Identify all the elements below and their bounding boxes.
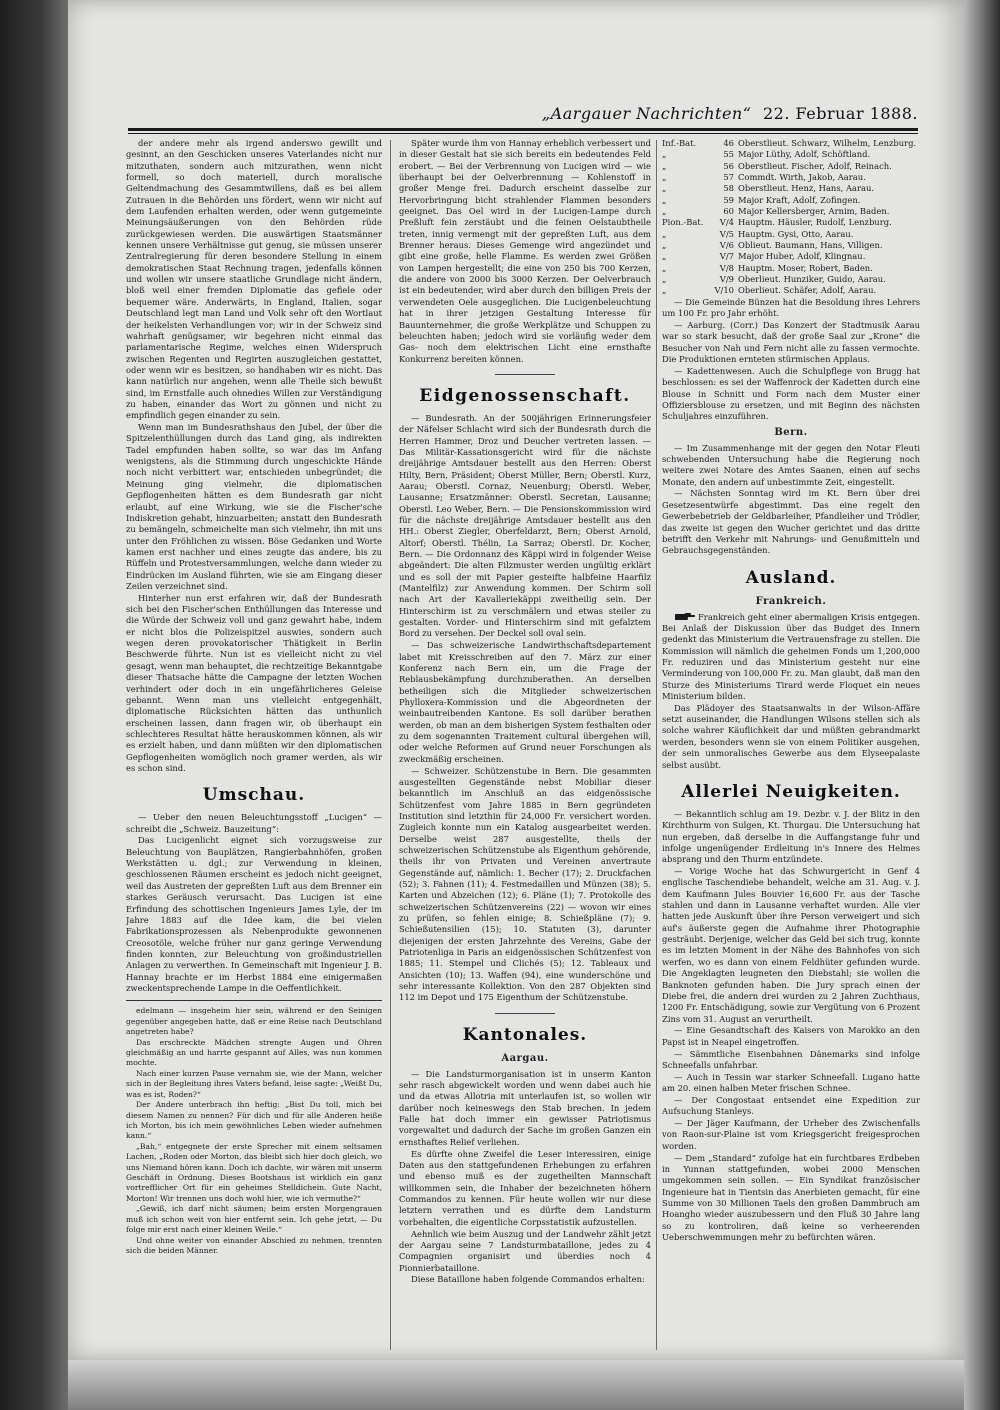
command-number: V/5 xyxy=(719,228,734,239)
command-row xyxy=(662,251,920,262)
issue-date: 22. Februar 1888. xyxy=(763,104,918,123)
scan-border-bottom xyxy=(68,1360,964,1410)
paragraph: — Sämmtliche Eisenbahnen Dänemarks sind infolge Schneefalls unfahrbar. xyxy=(662,1048,920,1070)
command-unit: Inf.-Bat. xyxy=(662,138,697,148)
paragraph-text: Frankreich geht einer abermaligen Krisis entgegen. Bei Anlaß der Diskussion über das Budget des Innern gedenkt das Ministerium die Vertrauensfrage zu stellen. Die Kommission will nämlich die geheimen Fonds um 1,200,000 Fr. reduziren und das Ministerium gesteht nur eine Verminderung von 100,000 Fr. zu. Man glaubt, daß man den Sturze des Ministeriums Tirard werde Floquet ein neues Ministerium bilden. xyxy=(662,611,920,701)
paragraph: — Der Jäger Kaufmann, der Urheber des Zwischenfalls von Raon-sur-Plaine ist vom Kriegsgericht freigesprochen worden. xyxy=(662,1118,920,1151)
command-unit: „ xyxy=(662,206,667,217)
paragraph: Nach einer kurzen Pause vernahm sie, wie der Mann, welcher sich in der Begleitung ihres Vaters befand, leise sagte: „Weißt Du, was es ist, Roden?“ xyxy=(126,1069,382,1099)
paragraph: Hinterher nun erst erfahren wir, daß der Bundesrath sich bei den Fischer'schen Enthüllungen das Interesse und die Würde der Schweiz voll und ganz gewahrt habe, indem er nicht blos die Polizeispitzel auswies, sondern auch wegen deren provokatorischer Thätigkeit in Berlin Beschwerde führte. Nun ist es vielleicht nicht zu viel gesagt, wenn man behauptet, die rechtzeitige Bekanntgabe dieser Thatsache hätte die Campagne der letzten Wochen verhindert oder doch in ein ungefährlicheres Geleise gebannt. Wenn man uns vielleicht entgegenhält, diplomatische Rücksichten hätten das unthunlich erscheinen lassen, dann fragen wir, ob überhaupt ein schlechteres Resultat hätte herauskommen können, als wir es erzielt haben, und dann müßten wir den diplomatischen Gepflogenheiten womöglich noch gramer werden, als wir es schon sind. xyxy=(126,592,382,773)
command-unit: „ xyxy=(662,183,667,194)
command-row xyxy=(662,285,920,296)
command-row xyxy=(662,149,920,160)
paragraph: Das Lucigenlicht eignet sich vorzugsweise zur Beleuchtung von Bauplätzen, Rangierbahnhöfen, großen Werkstätten u. dgl.; zur Verwendung in kleinen, geschlossenen Räumen erscheint es jedoch nicht geeignet, weil das Austreten der gepreßten Luft aus dem Brenner ein starkes Geräusch verursacht. Das Lucigen ist eine Erfindung des schottischen Ingenieurs James Lyle, der im Jahre 1883 auf die Idee kam, die bei vielen Fabrikationsprozessen als Nebenprodukte gewonnenen Creosotöle, welche früher nur ganz geringe Verwendung finden konnten, zur Beleuchtung von großindustriellen Anlagen zu verwerthen. In Gemeinschaft mit Ingenieur J. B. Hannay brachte er im Herbst 1884 eine einigermaßen zweckentsprechende Lampe in die Oeffentlichkeit. xyxy=(126,835,382,993)
command-unit: „ xyxy=(662,262,667,273)
paragraph: — Das schweizerische Landwirthschaftsdepartement labet mit Kreisschreiben auf den 7. März zur einer Konferenz nach Bern ein, um die Frage der Reblausbekämpfung durchzuberathen. An derselben betheiligen sich die Mitglieder schweizerischen Phylloxera-Kommission und die Abgeordneten der weinbautreibenden Kantone. Es soll darüber berathen werden, ob man an dem bisherigen System festhalten oder zu dem sogenannten Traitement cultural übergehen will, oder welche Reformen auf Grund neuer Forschungen als zweckmäßig erscheinen. xyxy=(399,640,651,764)
paragraph: — Die Gemeinde Bünzen hat die Besoldung ihres Lehrers um 100 Fr. pro Jahr erhöht. xyxy=(662,296,920,319)
page-header xyxy=(128,104,918,126)
paragraph: Das erschreckte Mädchen strengte Augen und Ohren gleichmäßig an und harrte gespannt auf Alles, was nun kommen mochte. xyxy=(126,1037,382,1068)
command-row xyxy=(662,138,920,149)
feuilleton-divider xyxy=(126,1000,382,1001)
paragraph: Diese Bataillone haben folgende Commandos erhalten: xyxy=(411,1274,645,1285)
command-number: 60 xyxy=(723,206,734,217)
paragraph: — Kadettenwesen. Auch die Schulpflege von Brugg hat beschlossen: es sei der Waffenrock der Kadetten durch eine Blouse in Schnitt und Form nach dem Muster einer Offiziersblouse zu ersetzen, und mit Beginn des nächsten Schuljahres einzuführen. xyxy=(662,365,920,422)
scan-border-right xyxy=(964,0,1000,1410)
command-officer: Hauptm. Gysi, Otto, Aarau. xyxy=(738,228,854,239)
command-row xyxy=(662,195,920,206)
command-list xyxy=(662,138,920,297)
command-officer: Major Kraft, Adolf, Zofingen. xyxy=(738,194,861,205)
paragraph: — Bundesrath. An der 500jährigen Erinnerungsfeier der Näfelser Schlacht wird sich der Bundesrath durch die Herren Hammer, Droz und Deucher vertreten lassen. — Das Militär-Kassationsgericht wird für die nächste dreijährige Amtsdauer bestellt aus den Herren: Oberst Hilty, Bern, Präsident; Oberst Müller, Bern; Oberstl. Kurz, Aarau; Oberstl. Cornaz, Neuenburg; Oberstl. Weber, Lausanne; Ersatzmänner: Oberstl. Secretan, Lausanne; Oberstl. Leo Weber, Bern. — Die Pensionskommission wird für die nächste dreijährige Amtsdauer bestellt aus den HH.: Oberst Ziegler, Oberfeldarzt, Bern; Oberst Arnold, Altorf; Oberstl. Thélin, La Sarraz; Oberstl. Dr. Kocher, Bern. — Die Ordonnanz des Käppi wird in folgender Weise abgeändert: Die alten Filzmuster werden ungültig erklärt und es soll der mit Papier gesteifte halbfeine Haarfilz (Mantelfilz) zur Anwendung kommen. Der Schirm soll nach Art der Kavalleriekäppi zweitheilig sein. Der Hinterschirm ist zu verschmälern und etwas steiler zu gestalten. Vorder- und Hinterschirm sind mit gefalztem Bord zu versehen. Der Deckel soll oval sein. xyxy=(399,412,651,639)
paragraph: edelmann — insgeheim hier sein, während er den Seinigen gegenüber angegeben hatte, daß er eine Reise nach Deutschland angetreten habe? xyxy=(126,1006,382,1036)
subheading-aargau: Aargau. xyxy=(501,1052,549,1064)
paragraph: „Bah,“ entgegnete der erste Sprecher mit einem seltsamen Lachen, „Roden oder Morton, das bleibt sich hier doch gleich, wo uns Niemand hören kann. Doch ich dachte, wir wären mit unserm Geschäft in Ordnung. Dieses Bootshaus ist wirklich ein ganz vortrefflicher Ort für ein geheimes Stelldichein. Gute Nacht, Morton! Wir trennen uns doch wohl hier, wie ich vermuthe?“ xyxy=(126,1142,382,1203)
paragraph: Aehnlich wie beim Auszug und der Landwehr zählt jetzt der Aargau seine 7 Landsturmbataillone, jedes zu 4 Compagnien organisirt und überdies noch 4 Pionnierbataillone. xyxy=(399,1228,651,1273)
paragraph: — Bekanntlich schlug am 19. Dezbr. v. J. der Blitz in den Kirchthurm von Sulgen, Kt. Thurgau. Die Untersuchung hat nun ergeben, daß derselbe in die Auffangstange fuhr und infolge ungenügender Erdleitung in's Innere des Helmes absprang und den Thurm entzündete. xyxy=(662,808,920,865)
column-separator xyxy=(390,140,391,1350)
command-row xyxy=(662,183,920,194)
command-row xyxy=(662,172,920,183)
command-row xyxy=(662,217,920,228)
command-unit: „ xyxy=(662,149,667,160)
command-number: 59 xyxy=(723,194,734,205)
command-number: 56 xyxy=(723,160,734,171)
command-officer: Oberstlieut. Henz, Hans, Aarau. xyxy=(738,183,875,194)
command-number: 46 xyxy=(723,138,734,148)
command-unit: „ xyxy=(662,285,667,296)
command-unit: Pion.-Bat. xyxy=(662,217,704,228)
feuilleton xyxy=(126,1006,382,1256)
command-officer: Commdt. Wirth, Jakob, Aarau. xyxy=(738,172,866,183)
command-officer: Oberlieut. Schäfer, Adolf, Aarau. xyxy=(738,285,877,296)
command-officer: Oberstlieut. Schwarz, Wilhelm, Lenzburg. xyxy=(738,138,917,148)
command-unit: „ xyxy=(662,228,667,239)
pointing-hand-icon xyxy=(674,612,696,621)
paragraph: — Auch in Tessin war starker Schneefall. Lugano hatte am 20. einen halben Meter frischen Schnee. xyxy=(662,1071,920,1094)
column-2 xyxy=(399,138,651,1356)
command-row xyxy=(662,240,920,251)
command-unit: „ xyxy=(662,274,667,285)
command-number: V/7 xyxy=(719,251,734,262)
command-number: 57 xyxy=(723,172,734,183)
command-officer: Major Kellersberger, Arnim, Baden. xyxy=(738,206,890,217)
paragraph: — Im Zusammenhange mit der gegen den Notar Fleuti schwebenden Untersuchung habe die Regierung noch weitere zwei Notare des Amtes Saanen, einen auf sechs Monate, den andern auf unbestimmte Zeit, eingestellt. xyxy=(662,442,920,487)
paragraph: — Der Congostaat entsendet eine Expedition zur Aufsuchung Stanleys. xyxy=(662,1094,920,1117)
command-officer: Hauptm. Moser, Robert, Baden. xyxy=(738,262,873,273)
header-rule-thick xyxy=(128,128,918,131)
paragraph: — Schweizer. Schützenstube in Bern. Die gesammten ausgestellten Gegenstände nebst Mobiliar dieser bekanntlich im Anschluß an das eidgenössische Schützenfest vom Jahre 1885 in Bern gegründeten Institution sind letzthin für 24,000 Fr. versichert worden. Zugleich konnte nun ein Katalog ausgearbeitet werden. Derselbe weist 287 ausgestellte, theils der schweizerischen Schützenstube als Eigenthum gehörende, theils ihr von Privaten und Vereinen anvertraute Gegenstände auf, nämlich: 1. Becher (17); 2. Druckfachen (52); 3. Fahnen (11); 4. Festmedaillen und Münzen (38); 5. Karten und Abzeichen (12); 6. Pläne (1); 7. Protokolle des schweizerischen Schützenvereins (22) — wovon wir eines zu prüfen, so fehlen einige; 8. Schießpläne (7); 9. Schießutensilien (15); 10. Statuten (3), darunter diejenigen der ersten Jahrzehnte des Vereins, Gabe der Patriotenliga in Paris an eidgenössischen Schützenfest von 1885; 11. Stempel und Clichés (5); 12. Tableaux und Ansichten (10); 13. Waffen (94), eine wunderschöne und sehr interessante Kollektion. Von den 287 Objekten sind 112 im Depot und 175 Eigenthum der Schützenstube. xyxy=(399,765,651,1003)
command-row xyxy=(662,274,920,285)
column-separator xyxy=(656,140,657,1350)
paragraph: — Vorige Woche hat das Schwurgericht in Genf 4 englische Taschendiebe behandelt, welche am 31. Aug. v. J. dem Kaufmann Jules Bouvier 16,600 Fr. aus der Tasche stahlen und dann in Lausanne verhaftet wurden. Alle vier hatten jede Auskunft über ihre Person verweigert und sich auf's äußerste gegen die Aufnahme ihrer Photographie gesträubt. Derjenige, welcher das Geld bei sich trug, konnte es im letzten Moment in der Nähe des Bahnhofes von sich werfen, wo es dann von einem Feldhüter gefunden wurde. Die Angeklagten leugneten den Diebstahl; sie wollen die Banknoten gefunden haben. Die Jury sprach einen der Diebe frei, die andern drei wurden zu 2 Jahren Zuchthaus, 1200 Fr. Entschädigung, sowie zur Vergütung von 6 Prozent Zins vom 31. August an verurtheilt. xyxy=(662,866,920,1024)
paragraph: der andere mehr als irgend anderswo gewillt und gesinnt, an den Geschicken unseres Vaterlandes nicht nur mitzuthaten, sondern auch mitzurathen, wenn nicht formell, so doch materiell, durch moralische Geltendmachung des Gesammtwillens, daß es bei allem Zutrauen in die Behörden uns fördert, wenn wir nicht auf dem Laufenden erhalten werden, oder wenn gutgemeinte Meinungsäußerungen von den Behörden rüde zurückgewiesen werden. Die auswärtigen Staatsmänner kennen unsere Verhältnisse gut genug, sie müssen unserer Zentralregierung für deren besondere Stellung in einem demokratischen Staat Rechnung tragen, jedenfalls können und wollen wir unsere staatliche Grundlage nicht ändern, bloß weil einer fremden Diplomatie das gefiele oder bequemer wäre. Anderwärts, in England, Italien, sogar Deutschland legt man Land und Volk sehr oft den Wortlaut der heikelsten Verhandlungen vor; wir in der Schweiz sind wahrhaft genügsamer, wir begehren nicht einmal das parlamentarische Regime, welches einen Widerspruch zwischen Regenten und Regirten auszugleichen gestattet, oder wenn wir es besitzen, so handhaben wir es nicht. Das kann natürlich nur angehen, wenn alle Theile sich bewußt sind, im Ernstfalle auch ohnedies Willen zur Verständigung zu haben, einander das Wort zu gönnen und nicht zu empfindlich gegen einander zu sein. xyxy=(126,138,382,421)
command-unit: „ xyxy=(662,160,667,171)
command-officer: Major Huber, Adolf, Klingnau. xyxy=(738,251,866,262)
paragraph: Es dürfte ohne Zweifel die Leser interessiren, einige Daten aus den stattgefundenen Erhebungen zu erfahren und ebenso muß es der zugetheilten Mannschaft willkommen sein, die Inhaber der bezeichneten höhern Commandos zu kennen. Für heute wollen wir nur diese letztern verrathen und es dürfte dem Landsturm vorbehalten, die eigentliche Corpsstatistik aufzustellen. xyxy=(399,1148,651,1227)
paragraph: — Die Landsturmorganisation ist in unserm Kanton sehr rasch abgewickelt worden und wenn dabei auch hie und da etwas Allotria mit unterlaufen ist, so wollen wir darüber noch keineswegs den Stab brechen. In jedem Falle hat doch immer ein gewisser Patriotismus vorgewaltet und dadurch der Sache im großen Ganzen ein ernsthaftes Relief verliehen. xyxy=(399,1068,651,1147)
column-3 xyxy=(662,138,920,1356)
command-officer: Oberstlieut. Fischer, Adolf, Reinach. xyxy=(738,160,892,171)
command-number: V/10 xyxy=(714,285,734,296)
paragraph: Das Plädoyer des Staatsanwalts in der Wilson-Affäre setzt auseinander, die Handlungen Wilsons stellen sich als solche wahrer Käuflichkeit dar und müßten gebrandmarkt werden, besonders wenn sie von einem Politiker ausgehen, der sein unmoralisches Gewerbe aus dem Elyseepalaste selbst ausübt. xyxy=(662,702,920,770)
paragraph: — Nächsten Sonntag wird im Kt. Bern über drei Gesetzesentwürfe abgestimmt. Das eine regelt den Gewerbebetrieb der Geldbarleiher, Pfandleiher und Trödler, das zweite ist gegen den Wucher gerichtet und das dritte betrifft den Verkehr mit Nahrungs- und Genußmitteln und Gebrauchsgegenständen. xyxy=(662,488,920,556)
paragraph: „Gewiß, ich darf nicht säumen; beim ersten Morgengrauen muß ich schon weit von hier entfernt sein. Ich gehe jetzt, — Du folge mir erst nach einer kleinen Weile.“ xyxy=(126,1204,382,1234)
paragraph: — Aarburg. (Corr.) Das Konzert der Stadtmusik Aarau war so stark besucht, daß der große Saal zur „Krone“ die Besucher von Nah und Fern nicht alle zu fassen vermochte. Die Produktionen ernteten stürmischen Applaus. xyxy=(662,320,920,365)
paragraph: — Dem „Standard“ zufolge hat ein furchtbares Erdbeben in Yunnan stattgefunden, wobei 2000 Menschen umgekommen sein sollen. — Ein Syndikat französischer Ingenieure hat in Tientsin das Anerbieten gemacht, für eine Summe von 30 Millionen Taels den großen Dammbruch am Hoangho wieder auszubessern und den Fluß 30 Jahre lang so zu kontroliren, daß keine so verheerenden Ueberschwemmungen mehr zu befürchten wären. xyxy=(662,1152,920,1243)
command-number: 55 xyxy=(723,149,734,160)
command-number: V/4 xyxy=(719,217,734,228)
command-unit: „ xyxy=(662,172,667,183)
section-divider xyxy=(495,374,555,375)
paragraph: — Ueber den neuen Beleuchtungsstoff „Lucigen“ — schreibt die „Schweiz. Bauzeitung“: xyxy=(126,812,382,834)
command-unit: „ xyxy=(662,194,667,205)
paragraph: Wenn man im Bundesrathshaus den Jubel, der über die Spitzelenthüllungen durch das Land ging, als indirekten Tadel empfunden haben sollte, so war das im Anfang wenigstens, als die Stimmung durch ungeschickte Hände noch nicht verbittert war, entschieden unbegründet; die Meinung ging vielmehr, die diplomatischen Gepflogenheiten hätten es dem Bundesrath gar nicht erlaubt, auf eine Wirkung, wie sie die Fischer'sche Indiskretion gehabt, hinzuarbeiten; anstatt den Bundesrath zu bemängeln, schmeichelte man sich vielmehr, ihn mit uns unter den Fröhlichen zu wissen. Böse Gedanken und Worte kamen erst nachher und eines zeugte das andere, bis zu Rüffeln und Protestversammlungen, welche dann wieder zu Eindrücken im Ausland führten, wie sie am Eingang dieser Zeilen verzeichnet sind. xyxy=(126,422,382,591)
command-officer: Hauptm. Häusler, Rudolf, Lenzburg. xyxy=(738,217,892,228)
section-heading-eidgenossenschaft: Eidgenossenschaft. xyxy=(419,385,631,406)
command-row xyxy=(662,161,920,172)
column-1 xyxy=(126,138,382,1356)
paragraph: Und ohne weiter von einander Abschied zu nehmen, trennten sich die beiden Männer. xyxy=(126,1235,382,1256)
section-heading-ausland: Ausland. xyxy=(745,567,837,588)
command-row xyxy=(662,263,920,274)
command-officer: Major Lüthy, Adolf, Schöftland. xyxy=(738,149,871,160)
command-unit: „ xyxy=(662,240,667,251)
subheading-bern: Bern. xyxy=(774,426,808,438)
command-number: V/9 xyxy=(719,274,734,285)
command-number: V/6 xyxy=(719,240,734,251)
subheading-frankreich: Frankreich. xyxy=(755,595,827,607)
command-row xyxy=(662,206,920,217)
command-officer: Oberlieut. Hunziker, Guido, Aarau. xyxy=(738,274,886,285)
paragraph: Der Andere unterbrach ihn heftig: „Bist Du toll, mich bei diesem Namen zu nennen? Für dich und für alle Anderen heiße ich Morton, bis ich mein gewöhnliches Leben wieder aufnehmen kann.“ xyxy=(126,1100,382,1141)
header-rule-thin xyxy=(128,133,918,134)
paragraph: Später wurde ihm von Hannay erheblich verbessert und in dieser Gestalt hat sie sich bereits ein bedeutendes Feld erobert. — Bei der Verbrennung von Lucigen wird — wie überhaupt bei der Oelverbrennung — Kohlenstoff in großer Menge frei. Dadurch erscheint dasselbe zur Hervorbringung bicht strahlender Flammen besonders geeignet. Das Oel wird in der Lucigen-Lampe durch Preßluft fein zerstäubt und die feinen Oelstaubtheile treten, innig vermengt mit der gepreßten Luft, aus dem Brenner heraus. Dieses Gemenge wird angezündet und gibt eine große, helle Flamme. Es werden zwei Größen von Lampen hergestellt; die eine von 250 bis 700 Kerzen, die andere von 2000 bis 3000 Kerzen. Der Oelverbrauch ist ein bedeutender, wird aber durch den billigen Preis der verwendeten Oele ausgeglichen. Die Lucigenbeleuchtung hat in ihrer jetzigen Gestaltung Interesse für Bauunternehmer, die große Werkplätze und Schuppen zu beleuchten haben; jedoch wird sie vorläufig weder dem Gas- noch dem elektrischen Licht eine ernsthafte Konkurrenz bereiten können. xyxy=(399,138,651,364)
section-heading-umschau: Umschau. xyxy=(202,785,306,806)
command-unit: „ xyxy=(662,251,667,262)
section-heading-kantonales: Kantonales. xyxy=(462,1024,588,1045)
section-heading-neuigkeiten: Allerlei Neuigkeiten. xyxy=(681,781,901,802)
command-row xyxy=(662,229,920,240)
scan-border-left xyxy=(0,0,68,1410)
command-number: V/8 xyxy=(719,262,734,273)
paragraph xyxy=(662,612,920,703)
newspaper-page xyxy=(68,0,964,1360)
section-divider xyxy=(495,1013,555,1014)
command-number: 58 xyxy=(723,183,734,194)
paper-title: „Aargauer Nachrichten“ xyxy=(541,104,752,123)
paragraph: — Eine Gesandtschaft des Kaisers von Marokko an den Papst ist in Neapel eingetroffen. xyxy=(662,1025,920,1047)
command-officer: Oblieut. Baumann, Hans, Villigen. xyxy=(738,240,883,251)
